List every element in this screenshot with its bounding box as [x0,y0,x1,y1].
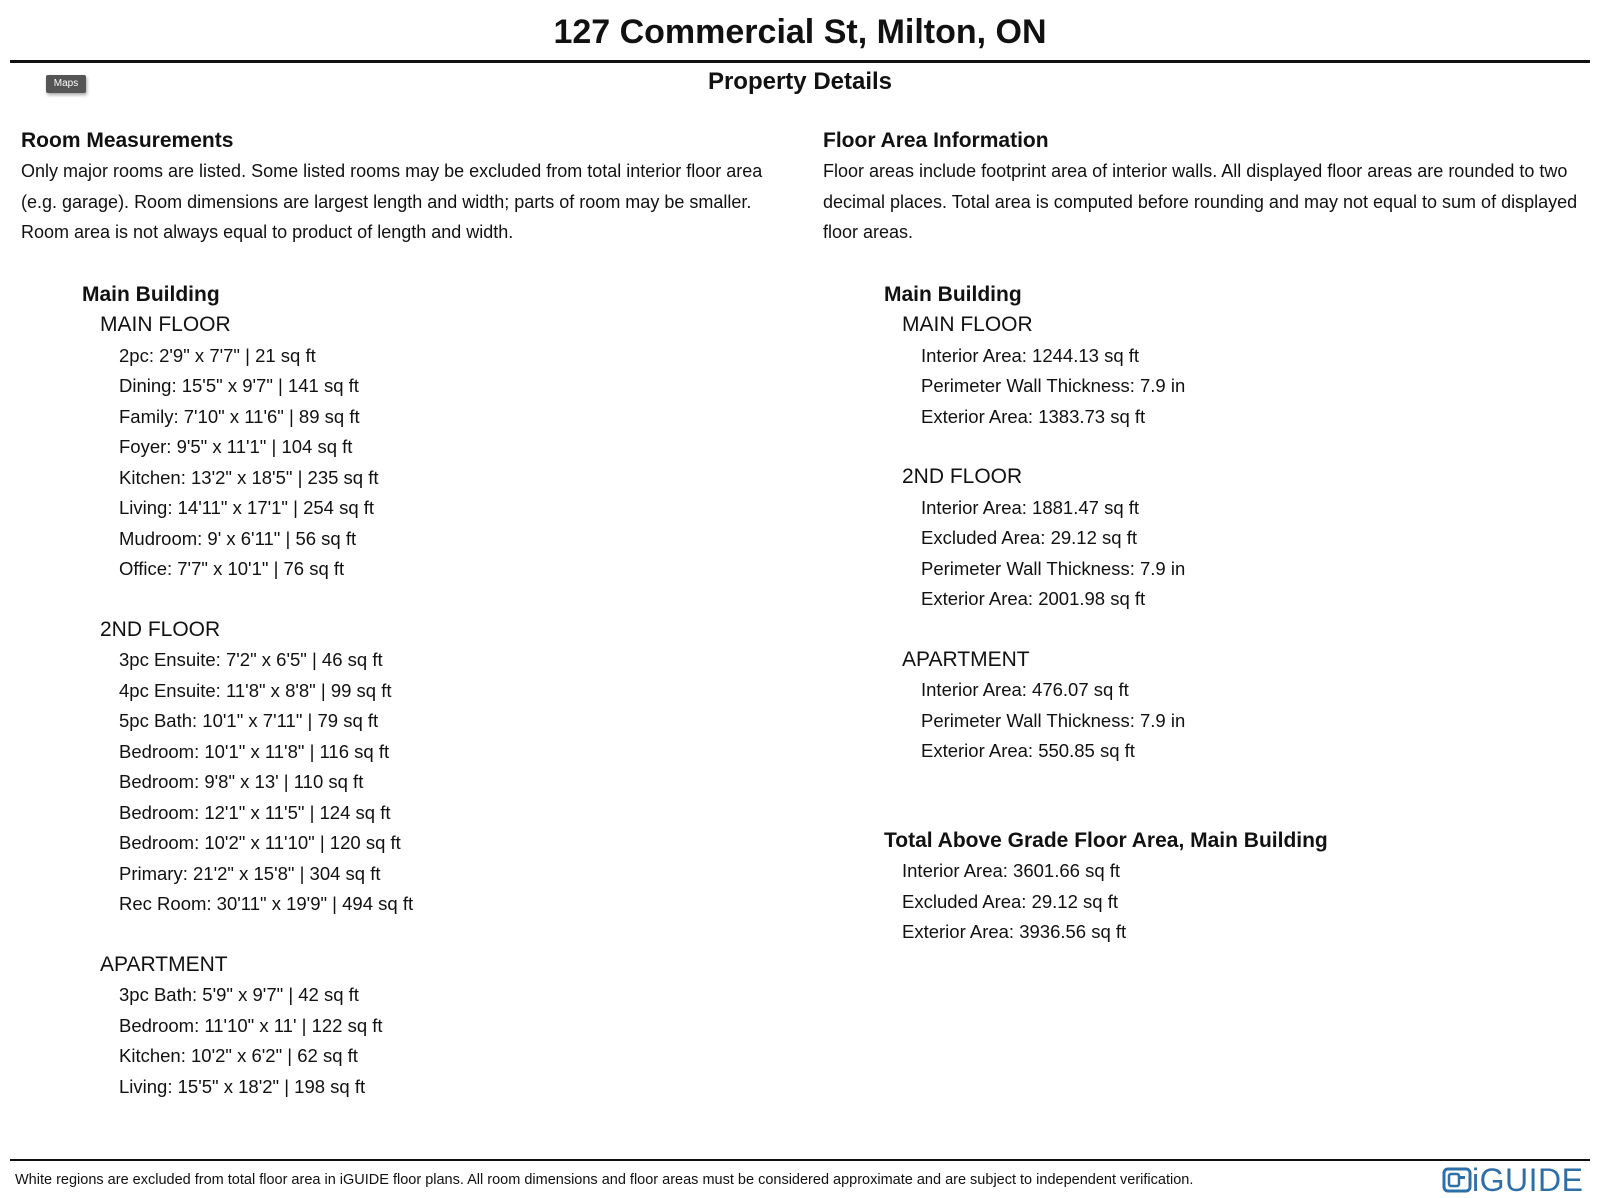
room-line: Living: 14'11" x 17'1" | 254 sq ft [119,497,375,518]
room-line: Primary: 21'2" x 15'8" | 304 sq ft [119,862,381,884]
floor-name: MAIN FLOOR [902,313,1033,336]
footer-disclaimer: White regions are excluded from total floor area in iGUIDE floor plans. All room dimensions and floor areas must be considered approximate and are subject to independent verification. [15,1172,1194,1188]
room-line: Bedroom: 9'8" x 13' | 110 sq ft [119,771,364,792]
iguide-logo [1442,1163,1583,1197]
building-title: Main Building [82,282,220,306]
floor-area-section [823,126,1600,948]
area-line: Interior Area: 476.07 sq ft [921,679,1129,700]
room-measurements-section [21,126,781,1102]
floor-area-heading: Floor Area Information [823,129,1049,152]
area-line: Exterior Area: 2001.98 sq ft [921,588,1146,609]
footer-divider [10,1159,1590,1161]
floor-area-building [884,280,1600,767]
room-measurements-intro: Only major rooms are listed. Some listed rooms may be excluded from total interior floor area (e.g. garage). Room dimensions are largest length and width; parts of room may be smaller. Room area is not always equal to product of length and width. [21,161,763,242]
total-area-block [884,826,1600,948]
total-area-line: Exterior Area: 3936.56 sq ft [902,921,1127,942]
room-line: Bedroom: 10'1" x 11'8" | 116 sq ft [119,740,390,762]
total-area-title: Total Above Grade Floor Area, Main Building [884,828,1328,852]
page-subtitle: Property Details [707,68,893,95]
room-line: 3pc Ensuite: 7'2" x 6'5" | 46 sq ft [119,649,383,670]
maps-badge[interactable]: Maps [46,75,86,93]
room-line: Office: 7'7" x 10'1" | 76 sq ft [119,558,345,579]
total-area-line: Interior Area: 3601.66 sq ft [902,860,1121,881]
room-line: Kitchen: 10'2" x 6'2" | 62 sq ft [119,1045,358,1066]
room-line: Living: 15'5" x 18'2" | 198 sq ft [119,1075,366,1097]
area-line: Exterior Area: 1383.73 sq ft [921,405,1146,427]
area-block-2nd [884,462,1600,615]
area-block-apartment [884,645,1600,767]
room-line: Rec Room: 30'11" x 19'9" | 494 sq ft [119,893,414,914]
iguide-logo-icon [1442,1165,1472,1195]
floor-name: 2ND FLOOR [902,465,1023,488]
area-line: Excluded Area: 29.12 sq ft [921,527,1137,548]
floor-block-2nd [82,615,781,920]
area-block-main [884,310,1600,432]
area-line: Perimeter Wall Thickness: 7.9 in [921,375,1186,396]
area-line: Interior Area: 1881.47 sq ft [921,496,1140,518]
floor-name: APARTMENT [100,952,228,976]
area-line: Interior Area: 1244.13 sq ft [921,344,1140,366]
room-line: 2pc: 2'9" x 7'7" | 21 sq ft [119,344,316,366]
room-line: Bedroom: 10'2" x 11'10" | 120 sq ft [119,832,401,853]
floor-block-apartment [82,950,781,1103]
room-line: Bedroom: 11'10" x 11' | 122 sq ft [119,1014,383,1036]
iguide-logo-text: iGUIDE [1472,1162,1584,1198]
room-line: Foyer: 9'5" x 11'1" | 104 sq ft [119,436,353,457]
room-line: Bedroom: 12'1" x 11'5" | 124 sq ft [119,801,391,823]
room-line: 5pc Bath: 10'1" x 7'11" | 79 sq ft [119,710,379,731]
total-area-line: Excluded Area: 29.12 sq ft [902,890,1118,912]
room-measurements-building [82,280,781,1103]
header-divider [10,60,1590,63]
floor-name: MAIN FLOOR [100,313,231,336]
room-line: Kitchen: 13'2" x 18'5" | 235 sq ft [119,466,379,488]
room-line: 3pc Bath: 5'9" x 9'7" | 42 sq ft [119,984,359,1005]
area-line: Perimeter Wall Thickness: 7.9 in [921,709,1186,731]
floor-block-main [82,310,781,585]
area-line: Perimeter Wall Thickness: 7.9 in [921,557,1186,579]
room-line: Family: 7'10" x 11'6" | 89 sq ft [119,405,360,427]
room-line: Dining: 15'5" x 9'7" | 141 sq ft [119,375,359,396]
floor-area-intro: Floor areas include footprint area of interior walls. All displayed floor areas are rounded to two decimal places. Total area is computed before rounding and may not equal to sum of displayed floor areas. [823,161,1578,242]
floor-name: 2ND FLOOR [100,617,221,641]
building-title: Main Building [884,282,1022,306]
floor-name: APARTMENT [902,647,1030,671]
page-title: 127 Commercial St, Milton, ON [553,13,1047,51]
room-measurements-heading: Room Measurements [21,129,234,152]
room-line: 4pc Ensuite: 11'8" x 8'8" | 99 sq ft [119,679,392,701]
room-line: Mudroom: 9' x 6'11" | 56 sq ft [119,527,357,549]
area-line: Exterior Area: 550.85 sq ft [921,740,1135,761]
